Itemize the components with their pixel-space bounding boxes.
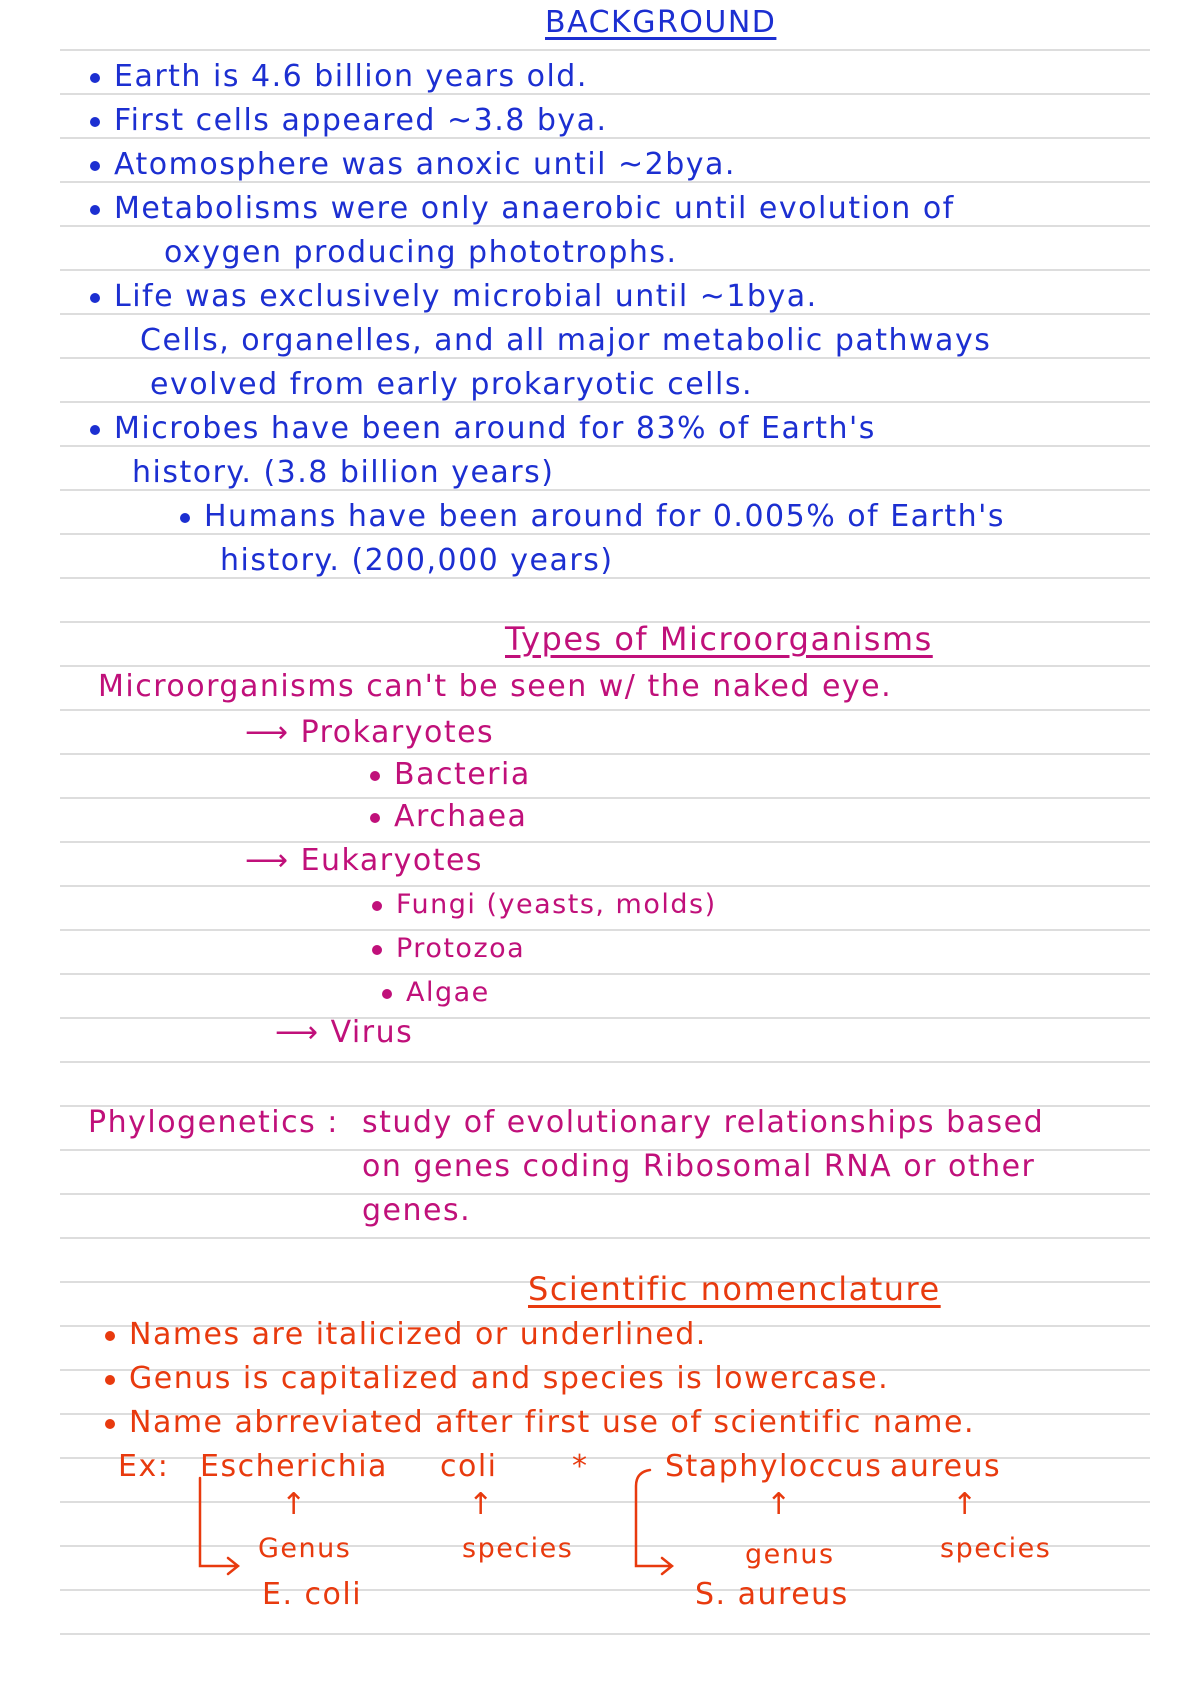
bullet-dot-icon [105,1375,115,1385]
example1-species: coli [440,1449,498,1484]
background-sub-bullet: Humans have been around for 0.005% of Earth's [180,500,1005,534]
bullet-dot-icon [372,901,382,911]
bracket-arrow-icon [192,1476,252,1586]
bullet-dot-icon [370,771,380,781]
types-intro: Microorganisms can't be seen w/ the naked eye. [98,669,893,704]
example1-abbreviation: E. coli [262,1577,363,1612]
background-bullet-continuation: oxygen producing phototrophs. [164,235,678,270]
nomenclature-title: Scientific nomenclature [528,1270,941,1308]
background-bullet-continuation: Cells, organelles, and all major metabolic pathways [140,323,992,358]
phylogenetics-definition-line: genes. [362,1193,472,1228]
bullet-dot-icon [180,513,190,523]
bullet-dot-icon [105,1419,115,1429]
list-item: Archaea [370,800,527,834]
example2-species: aureus [890,1449,1002,1484]
nomenclature-bullet: Name abrreviated after first use of scientific name. [105,1406,975,1440]
bullet-dot-icon [90,205,100,215]
phylogenetics-definition-line: study of evolutionary relationships based [362,1105,1045,1140]
bullet-dot-icon [382,989,392,999]
bullet-dot-icon [370,813,380,823]
background-bullet: Atomosphere was anoxic until ~2bya. [90,148,736,182]
up-arrow-icon: ↑ [281,1487,308,1522]
bullet-dot-icon [372,945,382,955]
list-item: Bacteria [370,758,531,792]
up-arrow-icon: ↑ [766,1487,793,1522]
example1-genus-label: Genus [258,1533,352,1564]
bullet-dot-icon [90,293,100,303]
list-item: Fungi (yeasts, molds) [372,888,717,922]
right-arrow-icon: ⟶ [245,715,290,750]
bullet-dot-icon [105,1331,115,1341]
bullet-dot-icon [90,425,100,435]
example2-abbreviation: S. aureus [695,1577,849,1612]
background-bullet: Microbes have been around for 83% of Earth's [90,412,876,446]
example2-genus-label: genus [745,1539,835,1570]
list-item: Protozoa [372,932,525,966]
background-title: BACKGROUND [545,5,777,40]
bullet-dot-icon [90,117,100,127]
bullet-dot-icon [90,161,100,171]
list-item: Algae [382,976,490,1010]
phylogenetics-definition-line: on genes coding Ribosomal RNA or other [362,1149,1036,1184]
nomenclature-bullet: Names are italicized or underlined. [105,1318,707,1352]
example2-genus: Staphyloccus [665,1449,883,1484]
up-arrow-icon: ↑ [468,1487,495,1522]
bracket-arrow-icon [630,1466,690,1586]
background-bullet-continuation: history. (3.8 billion years) [132,455,555,490]
separator-star: * [572,1449,589,1484]
virus-heading: ⟶ Virus [275,1015,414,1050]
example-label: Ex: [118,1449,170,1484]
example1-genus: Escherichia [200,1449,388,1484]
right-arrow-icon: ⟶ [245,843,290,878]
example2-species-label: species [940,1533,1052,1564]
prokaryotes-heading: ⟶ Prokaryotes [245,715,495,750]
phylogenetics-term: Phylogenetics : [88,1105,339,1140]
background-bullet-continuation: evolved from early prokaryotic cells. [150,367,753,402]
background-bullet: First cells appeared ~3.8 bya. [90,104,608,138]
right-arrow-icon: ⟶ [275,1015,320,1050]
eukaryotes-heading: ⟶ Eukaryotes [245,843,484,878]
background-sub-bullet-continuation: history. (200,000 years) [220,543,614,578]
background-bullet: Life was exclusively microbial until ~1bya. [90,280,818,314]
nomenclature-bullet: Genus is capitalized and species is lowercase. [105,1362,889,1396]
up-arrow-icon: ↑ [952,1487,979,1522]
types-title: Types of Microorganisms [505,620,933,658]
bullet-dot-icon [90,73,100,83]
example1-species-label: species [462,1533,574,1564]
background-bullet: Metabolisms were only anaerobic until evolution of [90,192,955,226]
background-bullet: Earth is 4.6 billion years old. [90,60,588,94]
